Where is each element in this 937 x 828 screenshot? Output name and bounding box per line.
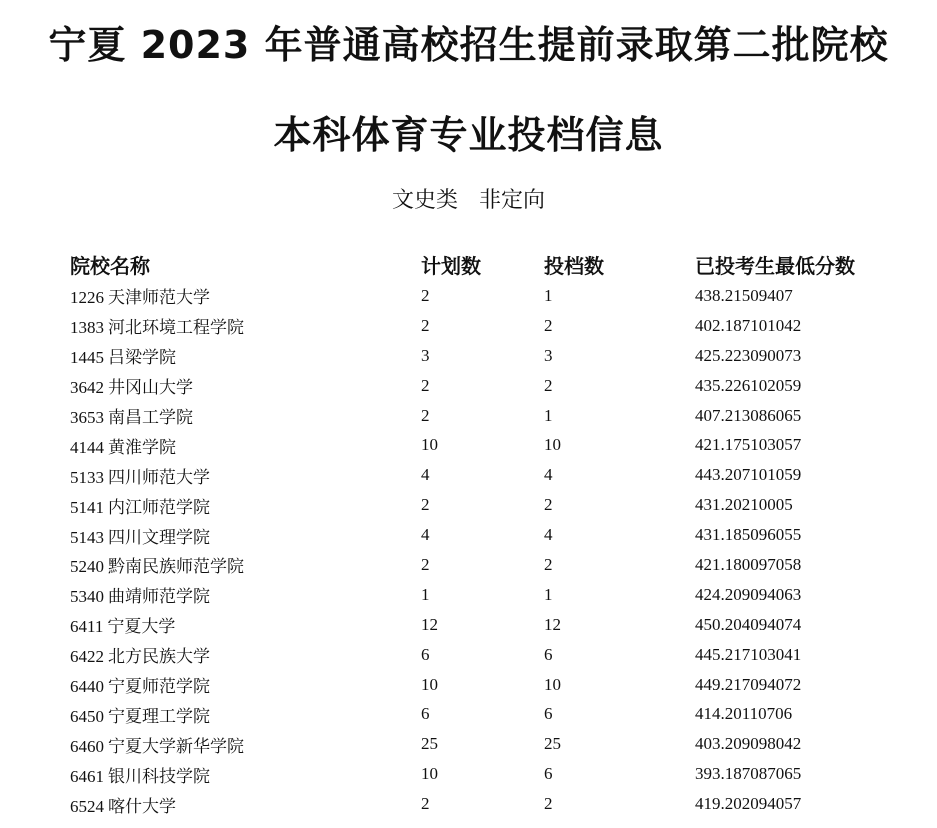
school-cell (70, 281, 421, 311)
cast-count: 10 (544, 674, 561, 694)
plan-count: 2 (421, 405, 430, 425)
min-score: 403.209098042 (695, 734, 802, 754)
plan-count: 12 (421, 614, 438, 634)
min-score: 407.213086065 (695, 405, 802, 425)
school-code: 6461 (70, 766, 104, 786)
school-name: 黄淮学院 (108, 437, 176, 457)
document-title-line-2: 本科体育专业投档信息 (273, 113, 664, 157)
plan-count: 4 (421, 465, 430, 485)
table-row (70, 640, 905, 670)
table-row (70, 371, 905, 401)
school-name: 南昌工学院 (108, 408, 193, 427)
plan-count: 2 (421, 315, 430, 335)
school-cell (70, 580, 421, 610)
min-score: 431.20210005 (695, 495, 793, 515)
school-name: 井冈山大学 (108, 378, 193, 398)
plan-count: 2 (421, 794, 430, 814)
school-code: 5240 (70, 557, 104, 577)
min-score: 419.202094057 (695, 794, 802, 814)
school-name: 天津师范大学 (108, 288, 210, 308)
school-cell (70, 759, 421, 789)
school-name: 黔南民族师范学院 (108, 557, 244, 577)
cast-count: 2 (544, 375, 553, 395)
school-name: 银川科技学院 (108, 766, 210, 786)
min-score: 393.187087065 (695, 764, 802, 784)
cast-count: 10 (544, 435, 561, 455)
cast-count: 12 (544, 614, 561, 634)
school-code: 6450 (70, 706, 104, 726)
plan-count: 10 (421, 435, 438, 455)
school-code: 5143 (70, 527, 104, 547)
min-score: 443.207101059 (695, 465, 802, 485)
school-name: 曲靖师范学院 (108, 587, 210, 607)
cast-count: 1 (544, 584, 553, 604)
plan-count: 10 (421, 674, 438, 694)
cast-count: 6 (544, 704, 553, 724)
school-code: 6422 (70, 647, 104, 667)
min-score: 421.180097058 (695, 554, 802, 574)
plan-count: 2 (421, 554, 430, 574)
plan-count: 2 (421, 375, 430, 395)
school-code: 3642 (70, 378, 104, 398)
school-name: 北方民族大学 (108, 647, 210, 667)
header-school-name: 院校名称 (70, 254, 150, 278)
header-cast-count: 投档数 (544, 254, 604, 278)
school-code: 1226 (70, 288, 104, 308)
table-row (70, 311, 905, 341)
school-cell (70, 729, 421, 759)
table-row (70, 520, 905, 550)
plan-count: 2 (421, 495, 430, 515)
min-score: 450.204094074 (695, 614, 802, 634)
plan-count: 2 (421, 285, 430, 305)
school-cell (70, 371, 421, 401)
school-name: 内江师范学院 (108, 497, 210, 517)
school-code: 6524 (70, 796, 104, 816)
plan-count: 6 (421, 644, 430, 664)
school-code: 6411 (70, 617, 104, 637)
min-score: 435.226102059 (695, 375, 802, 395)
table-row (70, 759, 905, 789)
cast-count: 2 (544, 794, 553, 814)
school-name: 四川师范大学 (108, 467, 210, 487)
school-cell (70, 789, 421, 819)
plan-count: 6 (421, 704, 430, 724)
school-cell (70, 460, 421, 490)
plan-count: 3 (421, 345, 430, 365)
plan-count: 25 (421, 734, 438, 754)
school-code: 4144 (70, 437, 104, 457)
school-code: 5141 (70, 497, 104, 517)
school-code: 3653 (70, 408, 104, 427)
table-row (70, 670, 905, 700)
school-cell (70, 341, 421, 371)
table-row (70, 460, 905, 490)
min-score: 414.20110706 (695, 704, 793, 724)
table-row (70, 729, 905, 759)
cast-count: 6 (544, 644, 553, 664)
admission-table (70, 248, 905, 819)
cast-count: 6 (544, 764, 553, 784)
table-row (70, 580, 905, 610)
min-score: 438.21509407 (695, 285, 793, 305)
school-name: 宁夏大学 (107, 617, 176, 637)
school-cell (70, 670, 421, 700)
cast-count: 2 (544, 554, 553, 574)
cast-count: 3 (544, 345, 553, 365)
school-code: 1445 (70, 348, 104, 368)
school-cell (70, 610, 421, 640)
school-cell (70, 550, 421, 580)
school-code: 5133 (70, 467, 104, 487)
min-score: 421.175103057 (695, 435, 802, 455)
table-row (70, 341, 905, 371)
table-row (70, 401, 905, 431)
cast-count: 2 (544, 315, 553, 335)
plan-count: 1 (421, 584, 430, 604)
school-name: 宁夏师范学院 (108, 677, 210, 697)
school-cell (70, 699, 421, 729)
min-score: 431.185096055 (695, 525, 802, 545)
header-min-score: 已投考生最低分数 (695, 254, 855, 278)
school-code: 1383 (70, 318, 104, 338)
min-score: 445.217103041 (695, 644, 802, 664)
table-row (70, 610, 905, 640)
school-code: 6440 (70, 677, 104, 697)
cast-count: 4 (544, 525, 553, 545)
document-subtitle: 文史类 非定向 (392, 188, 545, 213)
table-body (70, 281, 905, 819)
school-cell (70, 640, 421, 670)
school-name: 四川文理学院 (108, 527, 210, 547)
document-title-line-1: 宁夏 2023 年普通高校招生提前录取第二批院校 (48, 23, 889, 67)
table-row (70, 490, 905, 520)
school-name: 河北环境工程学院 (108, 318, 244, 338)
plan-count: 4 (421, 525, 430, 545)
cast-count: 4 (544, 465, 553, 485)
table-row (70, 550, 905, 580)
table-row (70, 699, 905, 729)
min-score: 402.187101042 (695, 315, 802, 335)
table-row (70, 281, 905, 311)
min-score: 424.209094063 (695, 584, 802, 604)
cast-count: 1 (544, 285, 553, 305)
min-score: 449.217094072 (695, 674, 802, 694)
header-plan-count: 计划数 (421, 254, 481, 278)
cast-count: 25 (544, 734, 561, 754)
table-header-row (70, 248, 905, 281)
table-row (70, 430, 905, 460)
school-code: 6460 (70, 736, 104, 756)
table-row (70, 789, 905, 819)
school-code: 5340 (70, 587, 104, 607)
school-name: 吕梁学院 (108, 348, 176, 368)
school-name: 喀什大学 (108, 796, 176, 816)
school-cell (70, 311, 421, 341)
plan-count: 10 (421, 764, 438, 784)
school-cell (70, 520, 421, 550)
school-cell (70, 430, 421, 460)
school-name: 宁夏大学新华学院 (108, 736, 244, 756)
min-score: 425.223090073 (695, 345, 802, 365)
school-cell (70, 401, 421, 431)
school-name: 宁夏理工学院 (108, 706, 210, 726)
cast-count: 1 (544, 405, 553, 425)
cast-count: 2 (544, 495, 553, 515)
school-cell (70, 490, 421, 520)
